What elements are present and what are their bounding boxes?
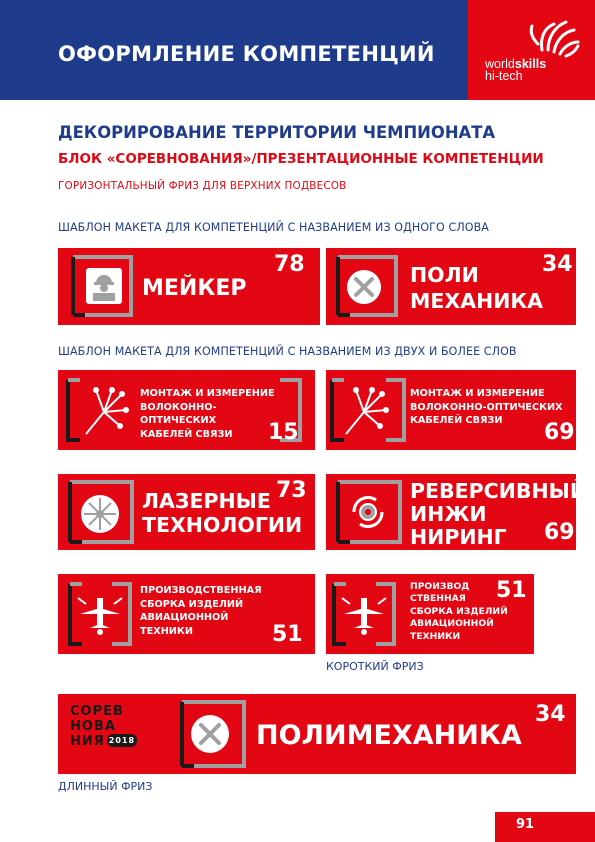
frieze-fiber-a-number: 15 bbox=[268, 420, 299, 445]
frieze-laser bbox=[58, 474, 315, 550]
frieze-fiber-a-text bbox=[140, 387, 275, 441]
logo-word-world: world bbox=[485, 57, 515, 71]
frieze-fiber-optic-b bbox=[326, 370, 576, 450]
frieze-aviation-a-number: 51 bbox=[272, 622, 303, 647]
frieze-fiber-optic-a bbox=[58, 370, 315, 450]
frieze-laser-number: 73 bbox=[276, 478, 307, 503]
frieze-aviation-a-line2: СБОРКА ИЗДЕЛИЙ bbox=[140, 598, 244, 610]
page-number: 91 bbox=[516, 817, 535, 832]
frieze-fiber-b-number: 69 bbox=[544, 420, 575, 445]
frieze-fiber-b-line2: ВОЛОКОННО-ОПТИЧЕСКИХ bbox=[410, 401, 563, 413]
wrench-screwdriver-icon bbox=[346, 269, 382, 305]
frieze-reverse-line3: НИРИНГ bbox=[410, 525, 507, 549]
airplane-assembly-icon bbox=[340, 592, 388, 636]
frieze-aviation-b-line2: СТВЕННАЯ bbox=[410, 593, 466, 605]
note-short-frieze: КОРОТКИЙ ФРИЗ bbox=[326, 660, 424, 673]
frieze-maker bbox=[58, 248, 320, 325]
frieze-poli-line2: МЕХАНИКА bbox=[410, 289, 544, 313]
frieze-aviation-b-line5: ТЕХНИКИ bbox=[410, 630, 461, 642]
frieze-aviation-a-text bbox=[140, 584, 262, 638]
note-long-frieze: ДЛИННЫЙ ФРИЗ bbox=[58, 780, 153, 793]
frieze-maker-number: 78 bbox=[274, 252, 305, 277]
frieze-aviation-b-line4: АВИАЦИОННОЙ bbox=[410, 618, 494, 630]
gear-cycle-icon bbox=[346, 490, 390, 534]
frieze-reverse-line2: ИНЖИ bbox=[410, 502, 487, 526]
frieze-poli-number: 34 bbox=[542, 252, 573, 277]
frieze-laser-line1: ЛАЗЕРНЫЕ bbox=[142, 489, 271, 513]
maker-worker-icon bbox=[86, 268, 122, 304]
logo-line2: НОВА bbox=[70, 719, 116, 734]
section-multi-word: ШАБЛОН МАКЕТА ДЛЯ КОМПЕТЕНЦИЙ С НАЗВАНИЕМ ИЗ ДВУХ И БОЛЕЕ СЛОВ bbox=[58, 345, 517, 358]
frieze-maker-label: МЕЙКЕР bbox=[142, 276, 247, 301]
worldskills-logo-text bbox=[485, 58, 546, 82]
frieze-fiber-a-line3: ОПТИЧЕСКИХ bbox=[140, 415, 217, 427]
section-one-word: ШАБЛОН МАКЕТА ДЛЯ КОМПЕТЕНЦИЙ С НАЗВАНИЕМ ИЗ ОДНОГО СЛОВА bbox=[58, 221, 489, 234]
frieze-aviation-b-line3: СБОРКА ИЗДЕЛИЙ bbox=[410, 605, 508, 617]
logo-word-hitech: hi-tech bbox=[485, 69, 523, 83]
logo-year-badge: 2018 bbox=[108, 736, 136, 745]
fiber-optic-icon bbox=[82, 382, 130, 438]
frieze-fiber-a-line1: МОНТАЖ И ИЗМЕРЕНИЕ bbox=[140, 388, 275, 399]
worldskills-logo-panel bbox=[468, 0, 595, 100]
frieze-poli-line1: ПОЛИ bbox=[410, 263, 479, 287]
frieze-aviation-a-line4: ТЕХНИКИ bbox=[140, 625, 193, 637]
block-title: БЛОК «СОРЕВНОВАНИЯ»/ПРЕЗЕНТАЦИОННЫЕ КОМПЕТЕНЦИИ bbox=[58, 151, 544, 167]
logo-word-skills: skills bbox=[514, 57, 547, 71]
frieze-fiber-b-text bbox=[410, 387, 563, 428]
frieze-reverse-line1: РЕВЕРСИВНЫЙ bbox=[410, 479, 588, 503]
frieze-fiber-b-line3: КАБЕЛЕЙ СВЯЗИ bbox=[410, 415, 503, 427]
frieze-aviation-b-line1: ПРОИЗВОД bbox=[410, 581, 470, 592]
frieze-aviation-b-number: 51 bbox=[496, 578, 527, 603]
frieze-aviation-b-short bbox=[326, 574, 534, 654]
page-number-bar bbox=[495, 812, 595, 842]
frieze-fiber-a-line2: ВОЛОКОННО- bbox=[140, 401, 217, 413]
frieze-long-label: ПОЛИМЕХАНИКА bbox=[256, 720, 522, 751]
logo-line3: НИЯ bbox=[70, 734, 105, 749]
frieze-long-polimekhanika bbox=[58, 694, 576, 774]
frieze-aviation-a-line1: ПРОИЗВОДСТВЕННАЯ bbox=[140, 585, 262, 596]
fiber-optic-icon bbox=[342, 382, 390, 438]
frieze-aviation-a bbox=[58, 574, 315, 654]
subtitle: ГОРИЗОНТАЛЬНЫЙ ФРИЗ ДЛЯ ВЕРХНИХ ПОДВЕСОВ bbox=[58, 180, 347, 192]
sorevnovaniya-logo bbox=[70, 704, 137, 749]
main-title: ДЕКОРИРОВАНИЕ ТЕРРИТОРИИ ЧЕМПИОНАТА bbox=[58, 123, 496, 142]
frieze-long-number: 34 bbox=[535, 702, 566, 727]
frieze-fiber-a-line4: КАБЕЛЕЙ СВЯЗИ bbox=[140, 428, 233, 440]
frieze-laser-line2: ТЕХНОЛОГИИ bbox=[142, 513, 303, 537]
laser-icon bbox=[80, 494, 120, 534]
frieze-reverse-engineering bbox=[326, 474, 588, 550]
frieze-reverse-number: 69 bbox=[544, 520, 575, 545]
wrench-screwdriver-icon bbox=[190, 714, 230, 754]
frieze-aviation-a-line3: АВИАЦИОННОЙ bbox=[140, 612, 229, 624]
worldskills-hands-icon bbox=[468, 0, 595, 100]
logo-line1: СОРЕВ bbox=[70, 704, 124, 719]
airplane-assembly-icon bbox=[76, 592, 124, 636]
frieze-fiber-b-line1: МОНТАЖ И ИЗМЕРЕНИЕ bbox=[410, 388, 545, 399]
page-header-title: ОФОРМЛЕНИЕ КОМПЕТЕНЦИЙ bbox=[58, 42, 435, 66]
frieze-aviation-b-text bbox=[410, 581, 508, 643]
frieze-polimekhanika bbox=[326, 248, 576, 325]
